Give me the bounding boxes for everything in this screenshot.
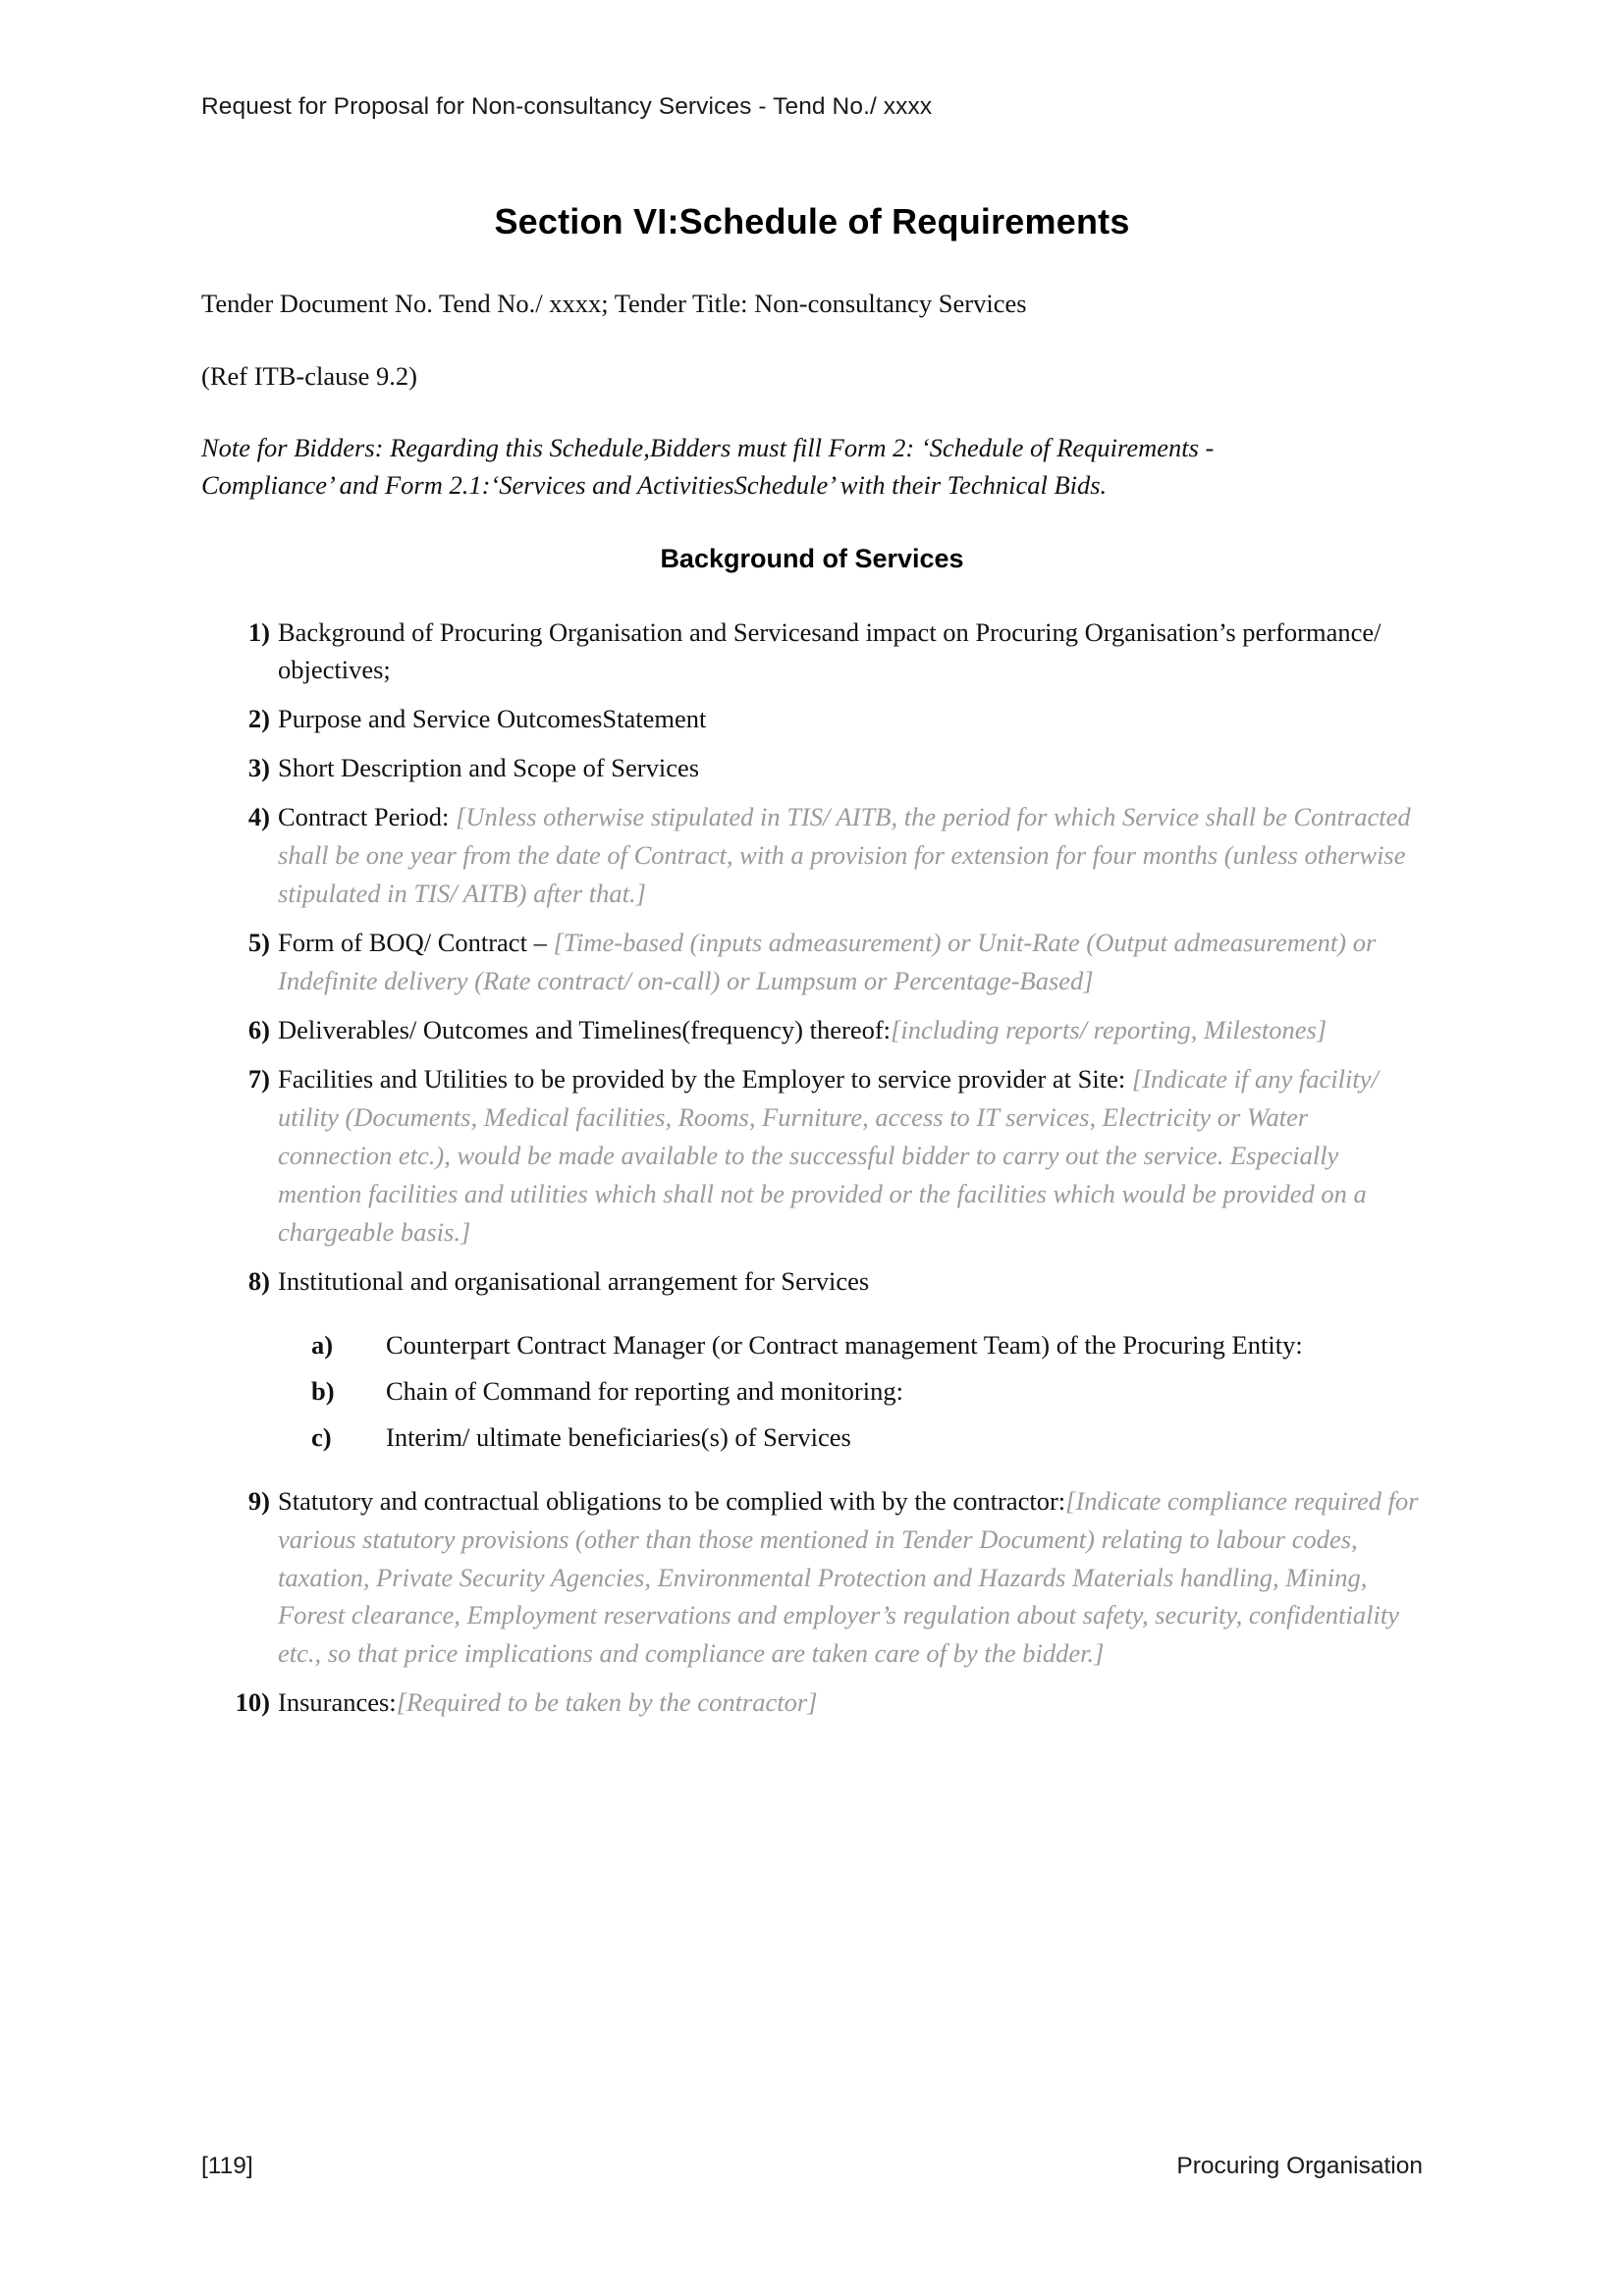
list-item	[201, 1060, 1423, 1252]
sub-item-text: Chain of Command for reporting and monitoring:	[386, 1375, 903, 1406]
list-item-placeholder-note: [including reports/ reporting, Milestones]	[891, 1015, 1327, 1045]
sub-item-number: a)	[311, 1329, 334, 1360]
list-item	[201, 798, 1423, 913]
sub-item-text: Counterpart Contract Manager (or Contract management Team) of the Procuring Entity:	[386, 1329, 1303, 1360]
list-item-text: Insurances:	[278, 1687, 397, 1718]
list-item-number: 5)	[247, 928, 270, 958]
page-title: Section VI:Schedule of Requirements	[494, 201, 1130, 241]
sub-item-number: b)	[311, 1375, 335, 1406]
tender-document-line: Tender Document No. Tend No./ xxxx; Tender Title: Non-consultancy Services	[201, 289, 1027, 318]
list-item-number: 7)	[247, 1064, 270, 1095]
list-item-placeholder-note: [Indicate compliance required for various statutory provisions (other than those mentioned in Tender Document) relating to labour codes, taxation, Private Security Agencies, Environmental Protection and Hazards Materials handling, Mining, Forest clearance, Employment reservations and employer’s regulation about safety, security, confidentiality etc., so that price implications and compliance are taken care of by the bidder.]	[278, 1485, 1419, 1669]
list-item-text: Facilities and Utilities to be provided by the Employer to service provider at Site:	[278, 1064, 1132, 1095]
list-item-number: 10)	[235, 1687, 270, 1718]
list-item	[201, 1011, 1423, 1049]
list-item-placeholder-note: [Time-based (inputs admeasurement) or Unit-Rate (Output admeasurement) or Indefinite delivery (Rate contract/ on-call) or Lumpsum or Percentage-Based]	[278, 928, 1377, 996]
list-item-text: Contract Period:	[278, 802, 457, 832]
note-for-bidders	[201, 430, 1423, 504]
note-line-1: Note for Bidders: Regarding this Schedule,Bidders must fill Form 2: ‘Schedule of Requirements -	[201, 433, 1215, 463]
list-item-dash: –	[533, 928, 554, 958]
list-item-number: 4)	[247, 802, 270, 832]
list-item	[201, 614, 1423, 690]
sub-item-number: c)	[311, 1421, 332, 1452]
list-item	[278, 1326, 1423, 1364]
note-line-2: Compliance’ and Form 2.1:‘Services and ActivitiesSchedule’ with their Technical Bids.	[201, 469, 1108, 500]
background-of-services-heading: Background of Services	[660, 543, 964, 573]
list-item-number: 2)	[247, 704, 270, 734]
list-item-text: Short Description and Scope of Services	[278, 753, 700, 783]
page-number: [119]	[201, 2153, 253, 2179]
list-item-number: 8)	[247, 1265, 270, 1296]
list-item	[201, 1482, 1423, 1674]
requirements-list	[201, 614, 1423, 1723]
list-item-text: Institutional and organisational arrangement for Services	[278, 1265, 870, 1296]
list-item-placeholder-note: [Unless otherwise stipulated in TIS/ AITB, the period for which Service shall be Contracted shall be one year from the date of Contract, with a provision for extension for four months (unless otherwise stipulated in TIS/ AITB) after that.]	[278, 802, 1411, 909]
footer-organisation: Procuring Organisation	[1176, 2153, 1423, 2179]
list-item-text: Form of BOQ/ Contract	[278, 928, 534, 958]
list-item-text: Purpose and Service OutcomesStatement	[278, 704, 707, 734]
list-item	[201, 1683, 1423, 1722]
list-item-text: Background of Procuring Organisation and Servicesand impact on Procuring Organisation’s performance/ objectives;	[278, 616, 1381, 685]
list-item-placeholder-note: [Required to be taken by the contractor]	[396, 1687, 818, 1718]
sub-item-text: Interim/ ultimate beneficiaries(s) of Services	[386, 1421, 851, 1452]
institutional-arrangement-sublist	[278, 1326, 1423, 1457]
list-item	[278, 1418, 1423, 1457]
list-item-number: 9)	[247, 1485, 270, 1516]
list-item-text: Deliverables/ Outcomes and Timelines(frequency) thereof:	[278, 1015, 892, 1045]
page-footer	[201, 2153, 1423, 2180]
itb-reference-line: (Ref ITB-clause 9.2)	[201, 360, 418, 391]
list-item-text: Statutory and contractual obligations to be complied with by the contractor:	[278, 1485, 1066, 1516]
list-item	[201, 924, 1423, 1000]
list-item	[278, 1372, 1423, 1411]
list-item-number: 1)	[247, 616, 270, 647]
list-item	[201, 700, 1423, 738]
list-item-number: 3)	[247, 753, 270, 783]
list-item-number: 6)	[247, 1015, 270, 1045]
list-item	[201, 1262, 1423, 1457]
list-item-placeholder-note: [Indicate if any facility/ utility (Documents, Medical facilities, Rooms, Furniture, access to IT services, Electricity or Water connection etc.), would be made available to the successful bidder to carry out the service. Especially mention facilities and utilities which shall not be provided or the facilities which would be provided on a chargeable basis.]	[278, 1064, 1379, 1247]
list-item	[201, 749, 1423, 787]
running-header: Request for Proposal for Non-consultancy Services - Tend No./ xxxx	[201, 93, 933, 120]
